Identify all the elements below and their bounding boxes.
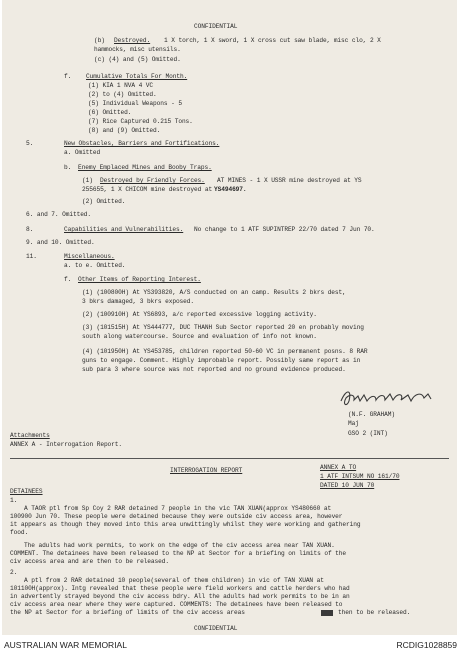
line-c-omitted: (c) (4) and (5) Omitted.: [94, 56, 181, 63]
signature-appointment: GSO 2 (INT): [348, 430, 388, 437]
sections-6-7: 6. and 7. Omitted.: [26, 211, 92, 218]
section-5-b2: (2) Omitted.: [82, 198, 126, 205]
detainees-2-line-2: 101100H(approx). Intg revealed that these people were field workers and cattle herders who had: [10, 585, 350, 592]
attachments-annex: ANNEX A - Interrogation Report.: [10, 441, 123, 448]
section-8-text: No change to 1 ATF SUPINTREP 22/70 dated 7 Jun 70.: [194, 226, 375, 233]
para-f-heading: Cumulative Totals For Month.: [86, 73, 188, 80]
signature-rank: Maj: [348, 420, 359, 427]
section-11-f-label: f.: [64, 276, 72, 283]
para-f-2: (2) to (4) Omitted.: [88, 91, 157, 98]
detainees-1-number: 1.: [10, 497, 18, 504]
annex-date: DATED 10 JUN 70: [320, 482, 375, 489]
detainees-2-line-4: civ access area near where they were captured. COMMENTS: The detainees have been released to: [10, 601, 343, 608]
signature: [338, 386, 438, 410]
section-11-heading: Miscellaneous.: [64, 253, 115, 260]
annex-reference: 1 ATF INTSUM NO 161/70: [320, 473, 400, 480]
detainees-1-line-7: civ access area and are then to be released.: [10, 558, 169, 565]
section-8-heading: Capabilities and Vulnerabilities.: [64, 226, 184, 233]
footer-record-id: RCDIG1028859: [396, 640, 457, 650]
item-3-cont: south along watercourse. Source and evaluation of info not known.: [82, 333, 317, 340]
item-4: (4) (101950H) At YS453785, children reported 50-60 VC in permanent posns. 8 RAR: [82, 348, 368, 355]
redaction-mark: [321, 610, 333, 616]
para-f-7: (7) Rice Captured 0.215 Tons.: [88, 118, 193, 125]
detainees-2-number: 2.: [10, 569, 18, 576]
footer-archive-name: AUSTRALIAN WAR MEMORIAL: [4, 640, 127, 650]
section-5-number: 5.: [26, 140, 34, 147]
detainees-2-line-3: in advertently strayed beyond the civ access bdry. All the adults had work permits to be in an: [10, 593, 350, 600]
classification-top: CONFIDENTIAL: [194, 23, 238, 30]
detainees-1-line-2: 100900 Jun 70. These people were detained because they were outside civ access area, however: [10, 513, 343, 520]
section-5-b1-grid-ref: YS494697.: [214, 186, 247, 193]
item-1: (1) (100800H) At YS393820, A/S conducted on an camp. Results 2 bkrs dest,: [82, 289, 346, 296]
section-8-number: 8.: [26, 226, 34, 233]
line-b-heading: Destroyed.: [114, 37, 151, 44]
para-f-label: f.: [64, 73, 72, 80]
section-5-b-heading: Enemy Emplaced Mines and Booby Traps.: [78, 164, 212, 171]
line-b-text-cont: hammocks, misc utensils.: [94, 46, 181, 53]
section-5-b1-heading: Destroyed by Friendly Forces.: [100, 177, 205, 184]
detainees-2-line-5-end: then to be released.: [338, 609, 411, 616]
detainees-heading: DETAINEES: [10, 488, 43, 495]
item-4-cont: guns to engage. Comment. Highly improbable report. Possibly same report as in: [82, 357, 361, 364]
detainees-1-line-1: A TAOR ptl from Sp Coy 2 RAR detained 7 people in the vic TAN XUAN(approx YS480660 at: [24, 505, 332, 512]
section-5-b1-label: (1): [82, 177, 93, 184]
item-1-cont: 3 bkrs damaged, 3 bkrs exposed.: [82, 298, 195, 305]
detainees-1-line-3: it appears as though they moved into this area unwittingly whilst they were working and gathering: [10, 521, 361, 528]
line-b-label: (b): [94, 37, 105, 44]
para-f-5: (5) Individual Weapons - 5: [88, 100, 182, 107]
section-5-b-label: b.: [64, 164, 72, 171]
detainees-2-line-1: A ptl from 2 RAR detained 10 people(several of them children) in vic of TAN XUAN at: [24, 577, 324, 584]
signature-name: (N.F. GRAHAM): [348, 411, 395, 418]
section-5-b1-text: AT MINES - 1 X USSR mine destroyed at YS: [217, 177, 362, 184]
classification-bottom: CONFIDENTIAL: [194, 625, 238, 632]
separator-line: [10, 458, 449, 459]
section-5-b1-text-cont: 255655, 1 X CHICOM mine destroyed at: [82, 186, 213, 193]
report-title: INTERROGATION REPORT: [170, 467, 243, 474]
line-b-text: 1 X torch, 1 X sword, 1 X cross cut saw blade, misc clo, 2 X: [164, 37, 381, 44]
item-4-cont-2: sub para 3 where source was not reported and no ground evidence produced.: [82, 366, 346, 373]
attachments-heading: Attachments: [10, 432, 50, 439]
section-11-number: 11.: [26, 253, 37, 260]
sections-9-10: 9. and 10. Omitted.: [26, 239, 95, 246]
item-2: (2) (100910H) At YS6893, a/c reported excessive logging activity.: [82, 311, 317, 318]
para-f-8: (8) and (9) Omitted.: [88, 127, 161, 134]
item-3: (3) (101515H) At YS444777, DUC THANH Sub Sector reported 20 en probably moving: [82, 324, 364, 331]
section-5-heading: New Obstacles, Barriers and Fortifications.: [64, 140, 220, 147]
section-11-a-e: a. to e. Omitted.: [64, 262, 126, 269]
section-5-a: a. Omitted: [64, 149, 101, 156]
annex-header: ANNEX A TO: [320, 464, 357, 471]
archive-footer: [0, 637, 461, 653]
section-11-f-heading: Other Items of Reporting Interest.: [78, 276, 201, 283]
para-f-6: (6) Omitted.: [88, 109, 132, 116]
document-page: [2, 0, 457, 635]
detainees-1-line-6: COMMENT. The detainees have been released to the NP at Sector for a briefing on limits of the: [10, 550, 347, 557]
detainees-2-line-5: the NP at Sector for a briefing of limits of the civ access areas: [10, 609, 245, 616]
detainees-1-line-5: The adults had work permits, to work on the edge of the civ access area near TAN XUAN.: [24, 542, 335, 549]
detainees-1-line-4: food.: [10, 529, 29, 536]
para-f-1: (1) KIA 1 NVA 4 VC: [88, 82, 154, 89]
